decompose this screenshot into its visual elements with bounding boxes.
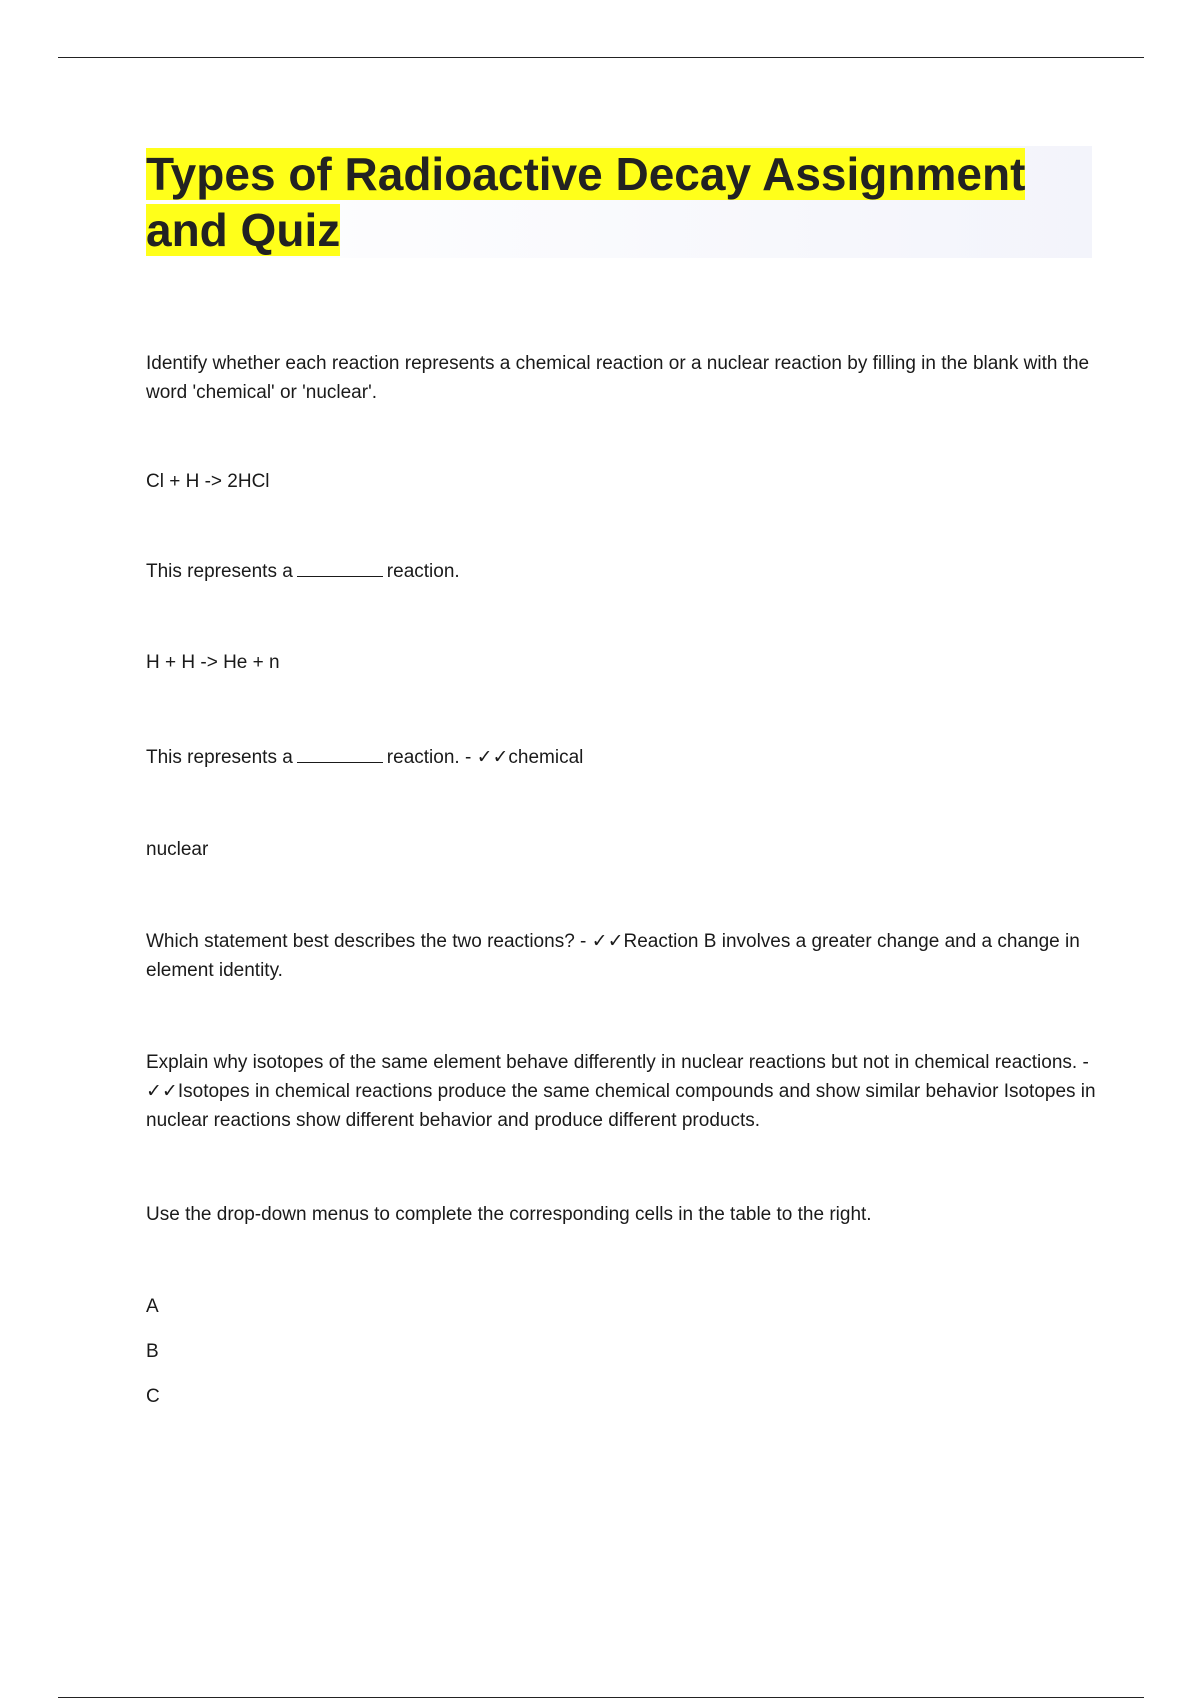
- reaction-1-statement: [146, 557, 1096, 586]
- represents-prefix-2: This represents a: [146, 747, 293, 768]
- check-icon-3: ✓✓: [146, 1080, 178, 1102]
- answer-chemical: chemical: [508, 747, 584, 768]
- question-3-text: Explain why isotopes of the same element behave differently in nuclear reactions but not in chemical reactions.: [146, 1052, 1078, 1073]
- option-c: C: [146, 1386, 160, 1407]
- top-rule: [58, 57, 1144, 58]
- reaction-suffix: reaction.: [386, 561, 460, 582]
- answer-separator-2: -: [574, 931, 592, 952]
- answer-separator: -: [459, 747, 477, 768]
- question-3: [146, 1048, 1096, 1135]
- check-icon: ✓✓: [476, 746, 509, 768]
- question-3-answer: Isotopes in chemical reactions produce the same chemical compounds and show similar behavior Isotopes in nuclear reactions show different behavior and produce different products.: [146, 1081, 1096, 1131]
- reaction-1-equation: Cl + H -> 2HCl: [146, 471, 270, 492]
- represents-prefix: This represents a: [146, 561, 293, 582]
- reaction-2-statement: [146, 743, 1096, 772]
- option-b: B: [146, 1341, 159, 1362]
- answer-blank: [297, 558, 383, 577]
- bottom-rule: [58, 1697, 1144, 1698]
- check-icon-2: ✓✓: [591, 930, 624, 952]
- reaction-suffix-2: reaction.: [386, 747, 460, 768]
- question-2-text: Which statement best describes the two reactions?: [146, 931, 575, 952]
- question-4: Use the drop-down menus to complete the corresponding cells in the table to the right.: [146, 1204, 872, 1225]
- option-a: A: [146, 1296, 159, 1317]
- reaction-2-equation: H + H -> He + n: [146, 652, 280, 673]
- answer-nuclear: nuclear: [146, 839, 209, 860]
- title-highlight: Types of Radioactive Decay Assignment and Quiz: [146, 148, 1026, 256]
- question-2: [146, 927, 1096, 985]
- instructions-text: Identify whether each reaction represents a chemical reaction or a nuclear reaction by filling in the blank with the word 'chemical' or 'nuclear'.: [146, 353, 1090, 403]
- answer-blank-2: [297, 744, 383, 763]
- answer-separator-3: -: [1077, 1052, 1089, 1073]
- question-2-answer: Reaction B involves a greater change and a change in element identity.: [146, 931, 1080, 981]
- document-title: [146, 146, 1092, 258]
